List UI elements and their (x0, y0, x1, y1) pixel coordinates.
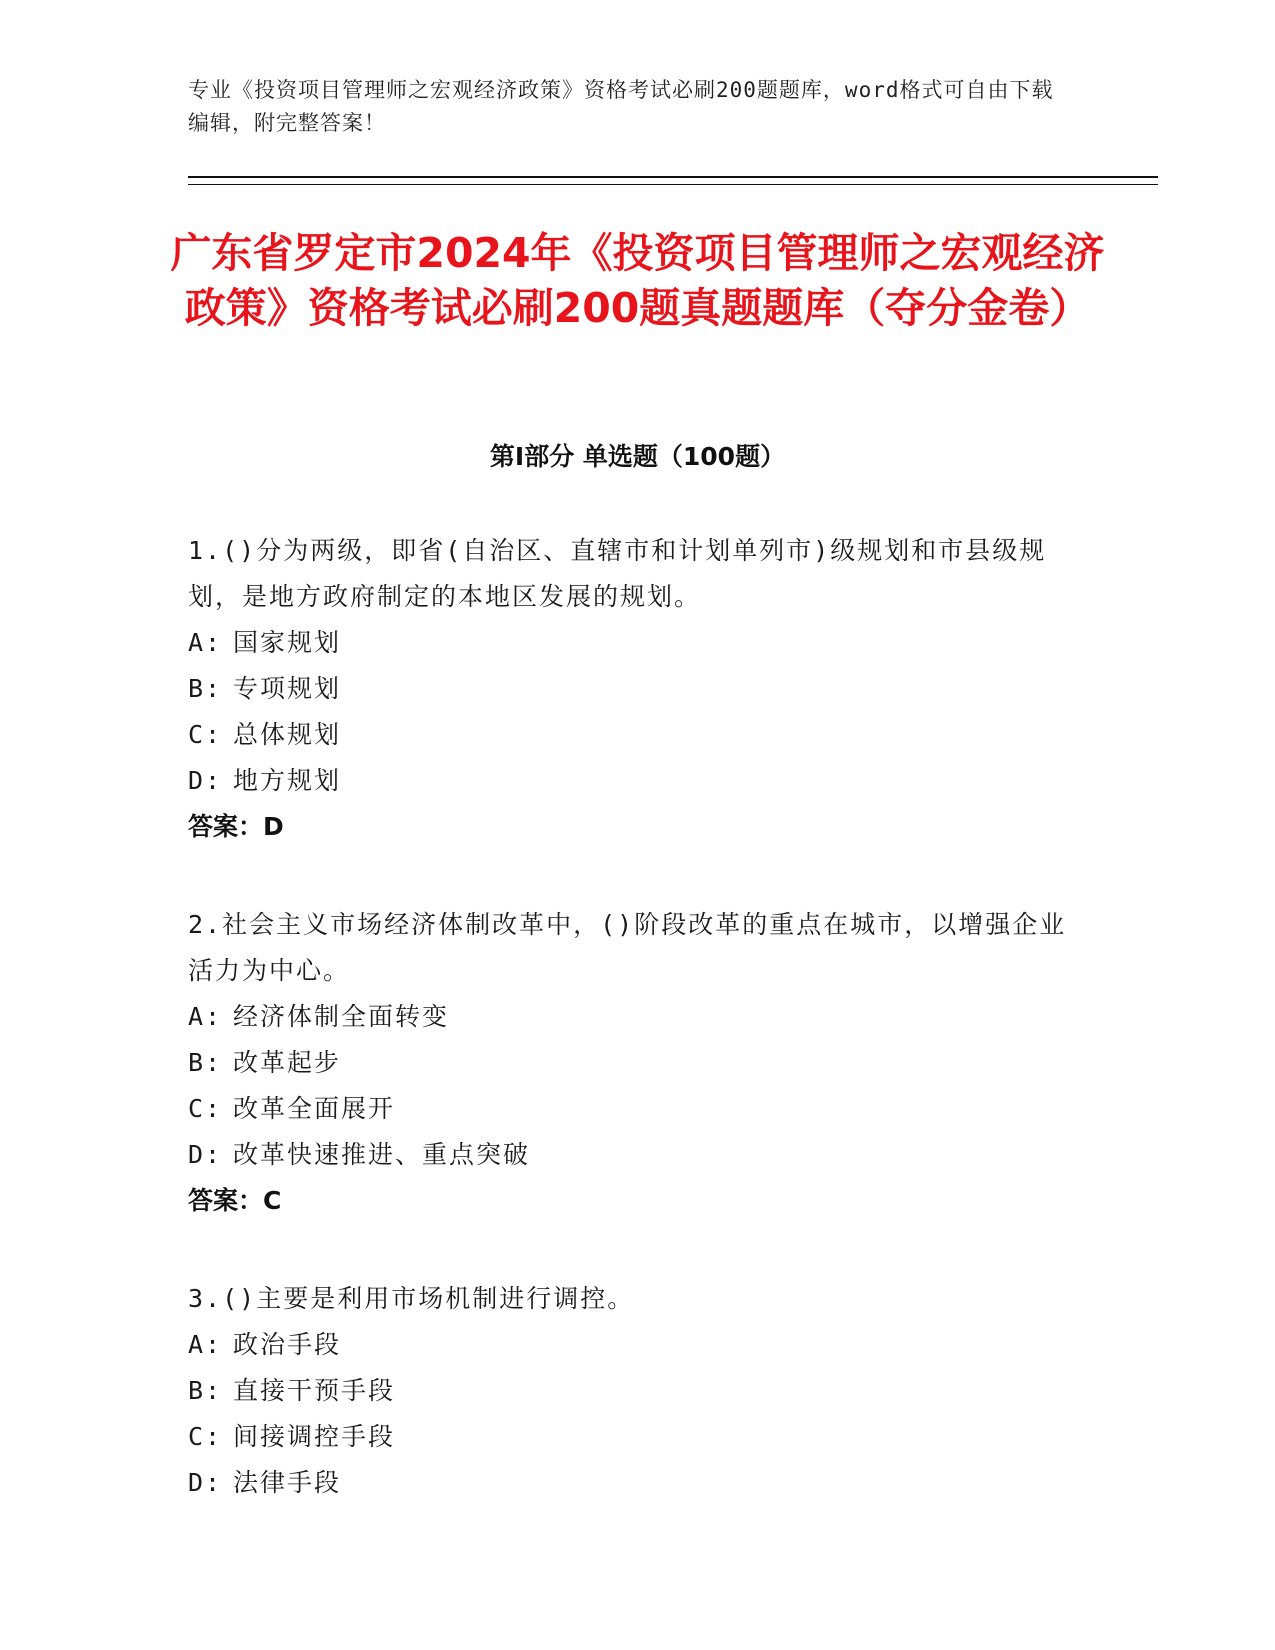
option-letter: D: (188, 1468, 223, 1497)
section-title: 第Ⅰ部分 单选题（100题） (489, 442, 786, 471)
question-2 (188, 902, 1068, 1224)
option-letter: A: (188, 1002, 223, 1031)
option-letter: B: (188, 674, 223, 703)
header-rule-thin (188, 184, 1158, 185)
question-stem: 1.()分为两级，即省(自治区、直辖市和计划单列市)级规划和市县级规划，是地方政府制定的本地区发展的规划。 (188, 536, 1047, 611)
option-letter: D: (188, 766, 223, 795)
document-title: 广东省罗定市2024年《投资项目管理师之宏观经济政策》资格考试必刷200题真题题库（夺分金卷） (170, 229, 1105, 332)
option-text: 间接调控手段 (233, 1422, 396, 1451)
option-c (188, 712, 1068, 758)
option-letter: B: (188, 1048, 223, 1077)
option-a (188, 1322, 1068, 1368)
answer-line: 答案：D (188, 812, 284, 841)
option-d (188, 758, 1068, 804)
option-letter: C: (188, 1422, 223, 1451)
option-b (188, 1040, 1068, 1086)
question-3 (188, 1276, 1068, 1506)
option-letter: D: (188, 1140, 223, 1169)
option-text: 政治手段 (233, 1330, 342, 1359)
option-text: 国家规划 (233, 628, 342, 657)
answer-line: 答案：C (188, 1186, 282, 1215)
option-letter: B: (188, 1376, 223, 1405)
option-letter: C: (188, 720, 223, 749)
option-text: 经济体制全面转变 (233, 1002, 450, 1031)
option-text: 改革快速推进、重点突破 (233, 1140, 531, 1169)
option-text: 法律手段 (233, 1468, 342, 1497)
option-letter: A: (188, 1330, 223, 1359)
option-b (188, 1368, 1068, 1414)
question-list (188, 528, 1068, 1558)
option-text: 总体规划 (233, 720, 342, 749)
option-letter: A: (188, 628, 223, 657)
option-text: 改革起步 (233, 1048, 342, 1077)
header-rule-thick (188, 176, 1158, 178)
option-text: 直接干预手段 (233, 1376, 396, 1405)
question-stem: 3.()主要是利用市场机制进行调控。 (188, 1284, 635, 1313)
question-1 (188, 528, 1068, 850)
option-d (188, 1132, 1068, 1178)
option-c (188, 1414, 1068, 1460)
option-b (188, 666, 1068, 712)
option-letter: C: (188, 1094, 223, 1123)
question-stem: 2.社会主义市场经济体制改革中，()阶段改革的重点在城市，以增强企业活力为中心。 (188, 910, 1067, 985)
option-c (188, 1086, 1068, 1132)
option-d (188, 1460, 1068, 1506)
option-text: 地方规划 (233, 766, 342, 795)
option-a (188, 620, 1068, 666)
option-text: 改革全面展开 (233, 1094, 396, 1123)
option-text: 专项规划 (233, 674, 342, 703)
header-note: 专业《投资项目管理师之宏观经济政策》资格考试必刷200题题库，word格式可自由下载编辑，附完整答案！ (188, 78, 1054, 135)
option-a (188, 994, 1068, 1040)
